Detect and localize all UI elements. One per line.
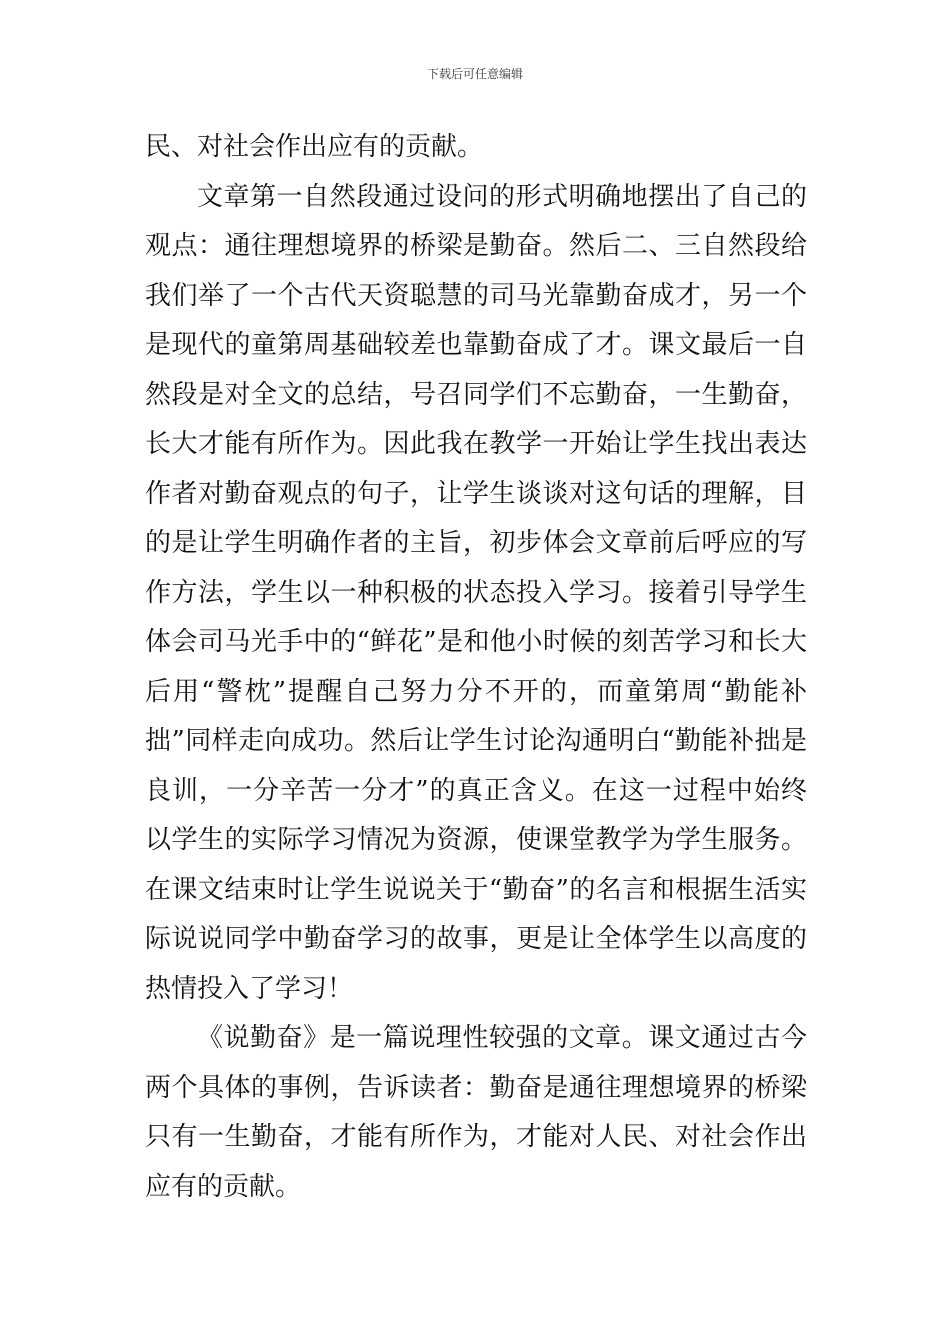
- paragraph-teaching-analysis: 文章第一自然段通过设问的形式明确地摆出了自己的观点：通往理想境界的桥梁是勤奋。然后二、三自然段给我们举了一个古代天资聪慧的司马光靠勤奋成才，另一个是现代的童第周基础较差也靠勤奋成了才。课文最后一自然段是对全文的总结，号召同学们不忘勤奋，一生勤奋，长大才能有所作为。因此我在教学一开始让学生找出表达作者对勤奋观点的句子，让学生谈谈对这句话的理解，目的是让学生明确作者的主旨，初步体会文章前后呼应的写作方法，学生以一种积极的状态投入学习。接着引导学生体会司马光手中的“鲜花”是和他小时候的刻苦学习和长大后用“警枕”提醒自己努力分不开的，而童第周“勤能补拙”同样走向成功。然后让学生讨论沟通明白“勤能补拙是良训，一分辛苦一分才”的真正含义。在这一过程中始终以学生的实际学习情况为资源，使课堂教学为学生服务。在课文结束时让学生说说关于“勤奋”的名言和根据生活实际说说同学中勤奋学习的故事，更是让全体学生以高度的热情投入了学习！: [145, 181, 807, 1004]
- document-body: [145, 123, 807, 1212]
- paragraph-summary: 《说勤奋》是一篇说理性较强的文章。课文通过古今两个具体的事例，告诉读者：勤奋是通往理想境界的桥梁只有一生勤奋，才能有所作为，才能对人民、对社会作出应有的贡献。: [145, 1023, 807, 1202]
- paragraph-continuation: 民、对社会作出应有的贡献。: [145, 132, 484, 162]
- page-header-note: 下载后可任意编辑: [426, 67, 523, 81]
